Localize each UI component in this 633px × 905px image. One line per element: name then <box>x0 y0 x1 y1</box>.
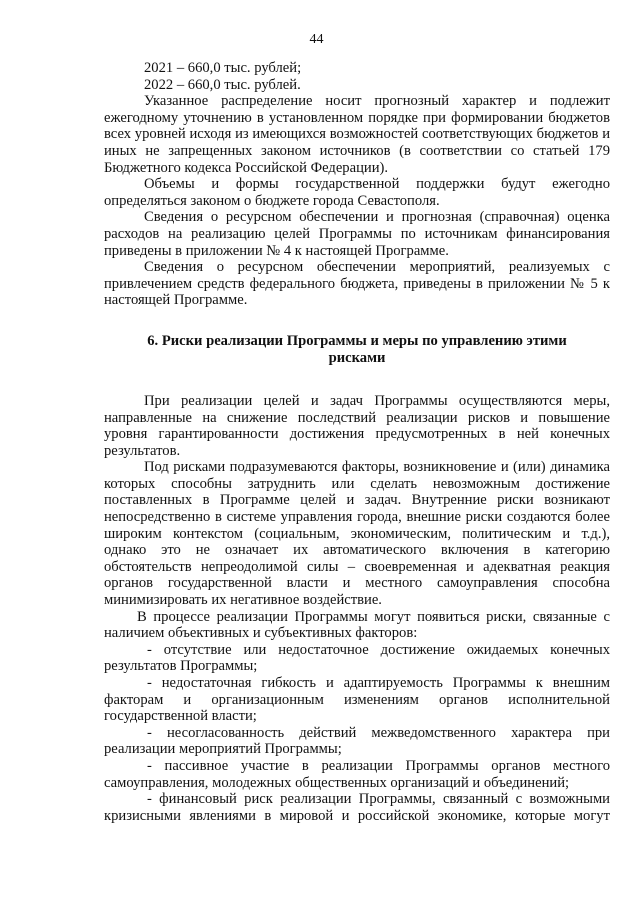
paragraph-risk-factors-intro: В процессе реализации Программы могут появиться риски, связанные с наличием объективных и субъективных факторов: <box>104 608 610 642</box>
risk-list-item: - отсутствие или недостаточное достижение ожидаемых конечных результатов Программы; <box>104 641 610 675</box>
paragraph-resource-appendix-4: Сведения о ресурсном обеспечении и прогнозная (справочная) оценка расходов на реализацию целей Программы по источникам финансирования приведены в приложении № 4 к настоящей Программе. <box>104 209 610 259</box>
funding-line-2022: 2022 – 660,0 тыс. рублей. <box>144 76 301 93</box>
paragraph-forecast-distribution: Указанное распределение носит прогнозный характер и подлежит ежегодному уточнению в установленном порядке при формировании бюджетов всех уровней исходя из имеющихся возможностей соответствующих бюджетов и иных не запрещенных законом источников (в соответствии со статьей 179 Бюджетного кодекса Российской Федерации). <box>104 93 610 176</box>
paragraph-state-support: Объемы и формы государственной поддержки будут ежегодно определяться законом о бюджете города Севастополя. <box>104 176 610 209</box>
risk-list-item: - пассивное участие в реализации Программы органов местного самоуправления, молодежных общественных организаций и объединений; <box>104 757 610 791</box>
paragraph-risk-definition: Под рисками подразумеваются факторы, возникновение и (или) динамика которых способны затруднить или сделать невозможным достижение поставленных в Программе целей и задач. Внутренние риски возникают непосредственно в системе управления города, внешние риски создаются более широким контекстом (социальным, экономическим, политическим и т.д.), однако это не означает их автоматического включения в категорию обстоятельств непреодолимой силы – своевременная и адекватная реакция органов государственной власти и местного самоуправления способна минимизировать их негативное воздействие. <box>104 459 610 609</box>
risk-list-item: - финансовый риск реализации Программы, связанный с возможными кризисными явлениями в мировой и российской экономике, которые могут <box>104 791 610 824</box>
section-heading: 6. Риски реализации Программы и меры по управлению этими рисками <box>147 332 567 366</box>
risk-list-item: - несогласованность действий межведомственного характера при реализации мероприятий Программы; <box>104 724 610 758</box>
page-number: 44 <box>309 32 324 47</box>
risk-list-item: - недостаточная гибкость и адаптируемость Программы к внешним факторам и организационным изменениям органов исполнительной государственной власти; <box>104 675 610 725</box>
paragraph-risk-measures: При реализации целей и задач Программы осуществляются меры, направленные на снижение последствий реализации рисков и повышение уровня гарантированности достижения предусмотренных в ней конечных результатов. <box>104 392 610 459</box>
funding-line-2021: 2021 – 660,0 тыс. рублей; <box>144 60 302 76</box>
paragraph-resource-appendix-5: Сведения о ресурсном обеспечении мероприятий, реализуемых с привлечением средств федерального бюджета, приведены в приложении № 5 к настоящей Программе. <box>104 259 610 309</box>
page-body <box>104 60 610 824</box>
